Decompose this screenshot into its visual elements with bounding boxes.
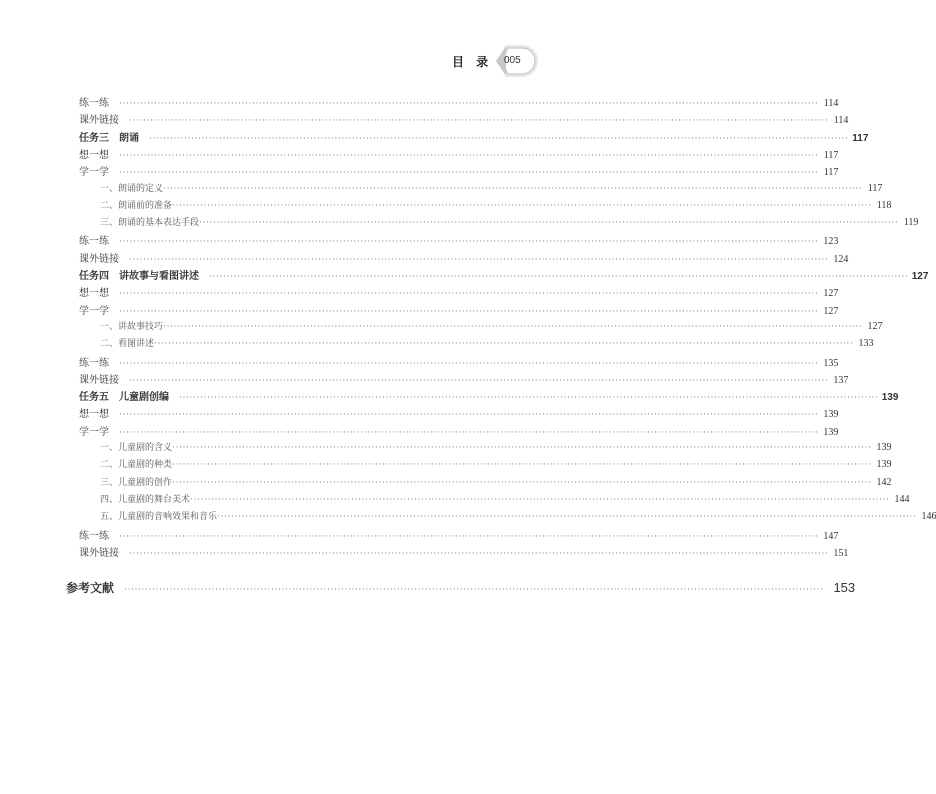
toc-entry-page: 124 — [833, 253, 849, 265]
toc-entry-page: 127 — [867, 320, 883, 332]
toc-entry-label: 练一练 — [79, 530, 109, 542]
toc-leader-dots: ········································································································································································································ — [172, 199, 872, 210]
toc-entry-label: 想一想 — [79, 288, 109, 300]
toc-entry-page: 114 — [823, 98, 839, 109]
toc-subentry[interactable] — [100, 336, 874, 353]
toc-entry[interactable] — [79, 544, 849, 561]
toc-leader-dots: ········································································································································································································ — [124, 584, 824, 594]
toc-entry-page: 139 — [823, 426, 839, 438]
toc-entry-label: 三、儿童剧的创作 — [100, 477, 173, 488]
toc-entry-label: 一、讲故事技巧 — [100, 321, 164, 332]
toc-entry-page: 119 — [903, 217, 919, 229]
toc-subentry[interactable] — [100, 440, 892, 457]
toc-task-entry[interactable] — [79, 129, 869, 146]
toc-subentry[interactable] — [100, 198, 892, 215]
toc-entry[interactable] — [79, 423, 839, 440]
toc-entry-page: 146 — [921, 511, 936, 523]
references-label: 参考文献 — [66, 581, 115, 595]
toc-entry-page: 139 — [876, 459, 892, 471]
toc-leader-dots: ········································································································································································································ — [119, 98, 819, 108]
toc-subentry[interactable] — [100, 215, 919, 232]
toc-entry-label: 练一练 — [79, 357, 109, 369]
toc-entry-page: 118 — [876, 199, 892, 211]
toc-entry-page: 117 — [852, 132, 869, 144]
toc-leader-dots: ········································································································································································································ — [163, 182, 863, 193]
toc-entry-page: 139 — [823, 409, 839, 421]
toc-entry-label: 练一练 — [79, 236, 109, 248]
toc-entry-page: 139 — [876, 442, 892, 453]
toc-entry-page: 127 — [911, 271, 929, 282]
toc-leader-dots: ········································································································································································································ — [119, 236, 819, 247]
toc-entry[interactable] — [79, 371, 849, 388]
toc-subentry[interactable] — [100, 492, 910, 509]
toc-leader-dots: ········································································································································································································ — [119, 149, 819, 160]
toc-entry-page: 137 — [833, 374, 849, 386]
toc-subentry[interactable] — [100, 475, 892, 492]
page-number: 005 — [504, 55, 521, 66]
toc-entry[interactable] — [79, 111, 849, 128]
toc-entry-label: 一、朗诵的定义 — [100, 183, 164, 194]
toc-leader-dots: ········································································································································································································ — [119, 167, 819, 178]
toc-entry[interactable] — [79, 94, 839, 111]
toc-subentry[interactable] — [100, 181, 883, 198]
toc-entry-label: 任务五 儿童剧创编 — [79, 392, 169, 404]
toc-leader-dots: ········································································································································································································ — [172, 459, 872, 470]
toc-leader-dots: ········································································································································································································ — [172, 476, 872, 487]
toc-entry[interactable] — [79, 232, 839, 249]
toc-leader-dots: ········································································································································································································ — [119, 530, 819, 541]
toc-entry[interactable] — [79, 302, 839, 319]
toc-subentry[interactable] — [100, 319, 883, 336]
toc-leader-dots: ········································································································································································································ — [129, 115, 829, 126]
toc-entry[interactable] — [79, 354, 839, 371]
toc-entry-label: 学一学 — [79, 305, 109, 317]
toc-leader-dots: ········································································································································································································ — [179, 392, 879, 403]
toc-entry-label: 学一学 — [79, 426, 109, 438]
toc-leader-dots: ········································································································································································································ — [119, 357, 819, 368]
toc-leader-dots: ········································································································································································································ — [163, 320, 863, 331]
toc-entry[interactable] — [79, 163, 839, 180]
toc-leader-dots: ········································································································································································································ — [129, 253, 829, 264]
toc-leader-dots: ········································································································································································································ — [217, 511, 917, 522]
toc-references-entry[interactable] — [66, 579, 856, 599]
toc-entry-page: 144 — [894, 493, 910, 505]
header-title: 目 录 — [452, 55, 493, 69]
toc-leader-dots: ········································································································································································································ — [129, 374, 829, 385]
toc-entry-label: 学一学 — [79, 167, 109, 179]
toc-entry-label: 课外链接 — [79, 547, 119, 559]
toc-entry-label: 五、儿童剧的音响效果和音乐 — [100, 512, 218, 523]
toc-entry-page: 139 — [881, 392, 899, 404]
toc-entry-page: 117 — [823, 167, 839, 179]
toc-subentry[interactable] — [100, 509, 936, 526]
toc-subentry[interactable] — [100, 457, 892, 474]
toc-entry-label: 任务四 讲故事与看图讲述 — [79, 271, 199, 282]
toc-entry-label: 想一想 — [79, 149, 109, 161]
toc-entry-page: 117 — [823, 149, 839, 161]
toc-leader-dots: ········································································································································································································ — [190, 493, 890, 504]
toc-entry[interactable] — [79, 405, 839, 422]
toc-leader-dots: ········································································································································································································ — [209, 271, 909, 281]
toc-leader-dots: ········································································································································································································ — [119, 305, 819, 316]
toc-entry-page: 151 — [833, 547, 849, 559]
toc-entry-page: 117 — [867, 182, 883, 194]
toc-entry-label: 任务三 朗诵 — [79, 132, 139, 144]
toc-entry-label: 二、朗诵前的准备 — [100, 200, 173, 211]
toc-task-entry[interactable] — [79, 388, 899, 405]
toc-entry-page: 147 — [823, 530, 839, 542]
toc-entry-label: 二、儿童剧的种类 — [100, 460, 173, 471]
toc-leader-dots: ········································································································································································································ — [172, 442, 872, 452]
toc-entry-label: 练一练 — [79, 98, 109, 109]
toc-leader-dots: ········································································································································································································ — [149, 132, 849, 143]
toc-leader-dots: ········································································································································································································ — [154, 338, 854, 349]
toc-entry-label: 二、看图讲述 — [100, 339, 155, 350]
toc-leader-dots: ········································································································································································································ — [119, 288, 819, 299]
page-header — [0, 47, 565, 77]
toc-leader-dots: ········································································································································································································ — [199, 217, 899, 228]
toc-entry-label: 课外链接 — [79, 253, 119, 265]
toc-entry-page: 135 — [823, 357, 839, 369]
toc-entry-page: 142 — [876, 476, 892, 488]
toc-entry-label: 想一想 — [79, 409, 109, 421]
toc-entry-page: 123 — [823, 236, 839, 248]
toc-leader-dots: ········································································································································································································ — [119, 409, 819, 420]
toc-task-entry[interactable] — [79, 267, 929, 284]
toc-entry-page: 127 — [823, 288, 839, 300]
toc-entry-page: 127 — [823, 305, 839, 317]
toc-entry-label: 课外链接 — [79, 374, 119, 386]
toc-entry-label: 课外链接 — [79, 115, 119, 127]
toc-entry-page: 133 — [858, 338, 874, 350]
toc-entry[interactable] — [79, 250, 849, 267]
toc-entry[interactable] — [79, 527, 839, 544]
toc-entry-label: 三、朗诵的基本表达手段 — [100, 218, 200, 229]
toc-leader-dots: ········································································································································································································ — [129, 547, 829, 558]
toc-entry[interactable] — [79, 284, 839, 301]
toc-entry-label: 四、儿童剧的舞台美术 — [100, 494, 191, 505]
toc-entry-label: 一、儿童剧的含义 — [100, 443, 173, 453]
toc-entry[interactable] — [79, 146, 839, 163]
toc-leader-dots: ········································································································································································································ — [119, 426, 819, 437]
toc-entry-page: 114 — [833, 115, 849, 127]
references-page: 153 — [833, 580, 856, 595]
